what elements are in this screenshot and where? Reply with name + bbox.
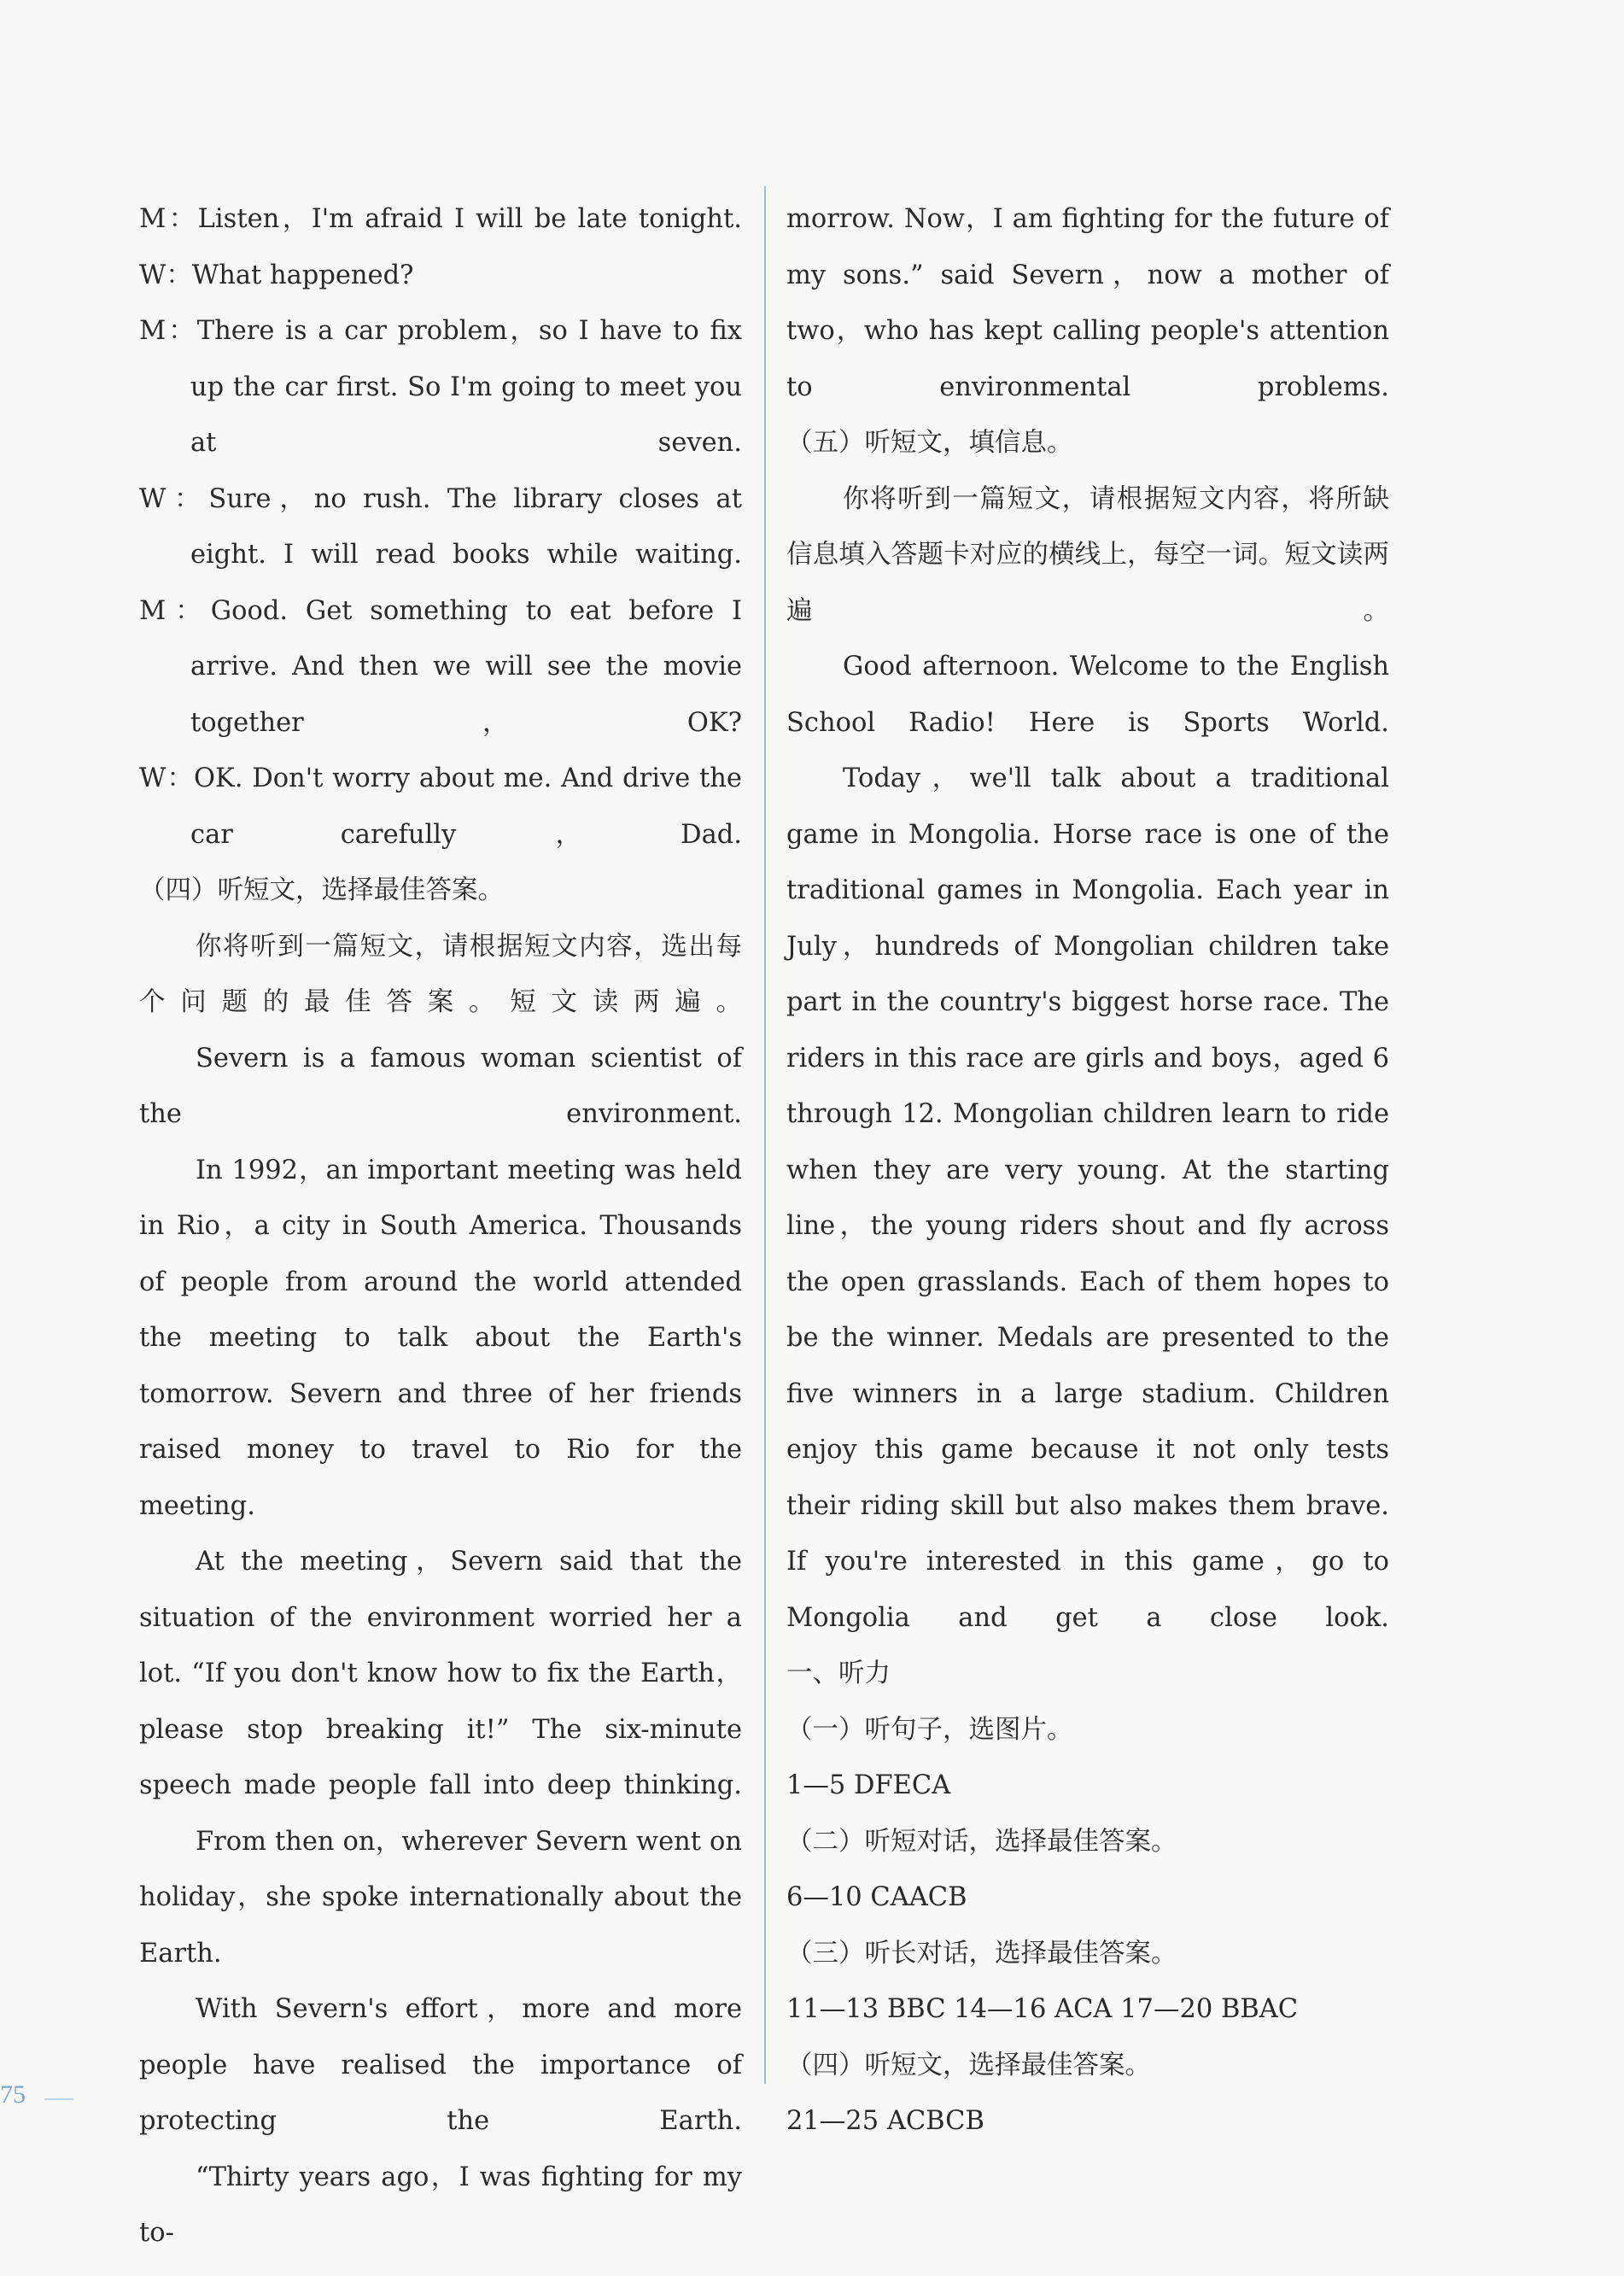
answer-heading: （二）听短对话，选择最佳答案。 bbox=[786, 1826, 1177, 1857]
passage-paragraph: “Thirty years ago，I was fighting for my to- bbox=[139, 2162, 742, 2248]
right-column bbox=[786, 191, 1389, 2150]
passage-paragraph: Good afternoon. Welcome to the English School Radio! Here is Sports World. bbox=[786, 652, 1389, 738]
column-divider bbox=[764, 186, 766, 2084]
dialogue-line: M：There is a car problem，so I have to fix up the car first. So I'm going to meet you at seven. bbox=[139, 316, 742, 458]
passage-paragraph: With Severn's effort，more and more people have realised the importance of protecting the Earth. bbox=[139, 1994, 742, 2136]
passage-paragraph: At the meeting，Severn said that the situation of the environment worried her a lot. “If you don't know how to fix the Earth，please stop breaking it!” The six-minute speech made people fall into deep thinking. bbox=[139, 1547, 742, 1800]
left-column bbox=[139, 191, 742, 2261]
dialogue-line: M：Listen，I'm afraid I will be late tonight. bbox=[139, 204, 742, 234]
answer-line: 11—13 BBC 14—16 ACA 17—20 BBAC bbox=[786, 1994, 1299, 2024]
answer-heading: （一）听句子，选图片。 bbox=[786, 1714, 1073, 1745]
dialogue-line: W：What happened? bbox=[139, 260, 414, 290]
page-number: 75 bbox=[0, 2080, 26, 2109]
answer-heading: （四）听短文，选择最佳答案。 bbox=[786, 2050, 1151, 2080]
answer-section-title: 一、听力 bbox=[786, 1659, 891, 1688]
answer-heading: （三）听长对话，选择最佳答案。 bbox=[786, 1938, 1177, 1969]
answer-line: 6—10 CAACB bbox=[786, 1882, 967, 1912]
instruction-text: 你将听到一篇短文，请根据短文内容，将所缺信息填入答题卡对应的横线上，每空一词。短文读两遍。 bbox=[786, 483, 1389, 626]
dialogue-line: M：Good. Get something to eat before I arrive. And then we will see the movie together，OK? bbox=[139, 595, 742, 738]
dialogue-line: W：Sure，no rush. The library closes at eight. I will read books while waiting. bbox=[139, 483, 742, 570]
section-heading: （四）听短文，选择最佳答案。 bbox=[139, 875, 504, 905]
passage-paragraph: morrow. Now，I am fighting for the future of my sons.” said Severn，now a mother of two，who has kept calling people's attention to environmental problems. bbox=[786, 204, 1389, 402]
answer-line: 21—25 ACBCB bbox=[786, 2106, 984, 2136]
section-heading: （五）听短文，填信息。 bbox=[786, 428, 1073, 458]
instruction-text: 你将听到一篇短文，请根据短文内容，选出每个问题的最佳答案。短文读两遍。 bbox=[139, 931, 742, 1017]
passage-paragraph: From then on，wherever Severn went on holiday，she spoke internationally about the Earth. bbox=[139, 1826, 742, 1969]
passage-paragraph: In 1992，an important meeting was held in Rio，a city in South America. Thousands of people from around the world attended the meeting to talk about the Earth's tomorrow. Severn and three of her friends raised money to travel to Rio for the meeting. bbox=[139, 1155, 742, 1521]
dialogue-line: W：OK. Don't worry about me. And drive the car carefully，Dad. bbox=[139, 764, 742, 850]
answer-line: 1—5 DFECA bbox=[786, 1770, 951, 1800]
page-number-dash bbox=[44, 2098, 73, 2100]
passage-paragraph: Today，we'll talk about a traditional game in Mongolia. Horse race is one of the traditional games in Mongolia. Each year in July，hundreds of Mongolian children take part in the country's biggest horse race. The riders in this race are girls and boys，aged 6 through 12. Mongolian children learn to ride when they are very young. At the starting line，the young riders shout and fly across the open grasslands. Each of them hopes to be the winner. Medals are presented to the five winners in a large stadium. Children enjoy this game because it not only tests their riding skill but also makes them brave. If you're interested in this game，go to Mongolia and get a close look. bbox=[786, 764, 1389, 1633]
passage-paragraph: Severn is a famous woman scientist of the environment. bbox=[139, 1043, 742, 1129]
